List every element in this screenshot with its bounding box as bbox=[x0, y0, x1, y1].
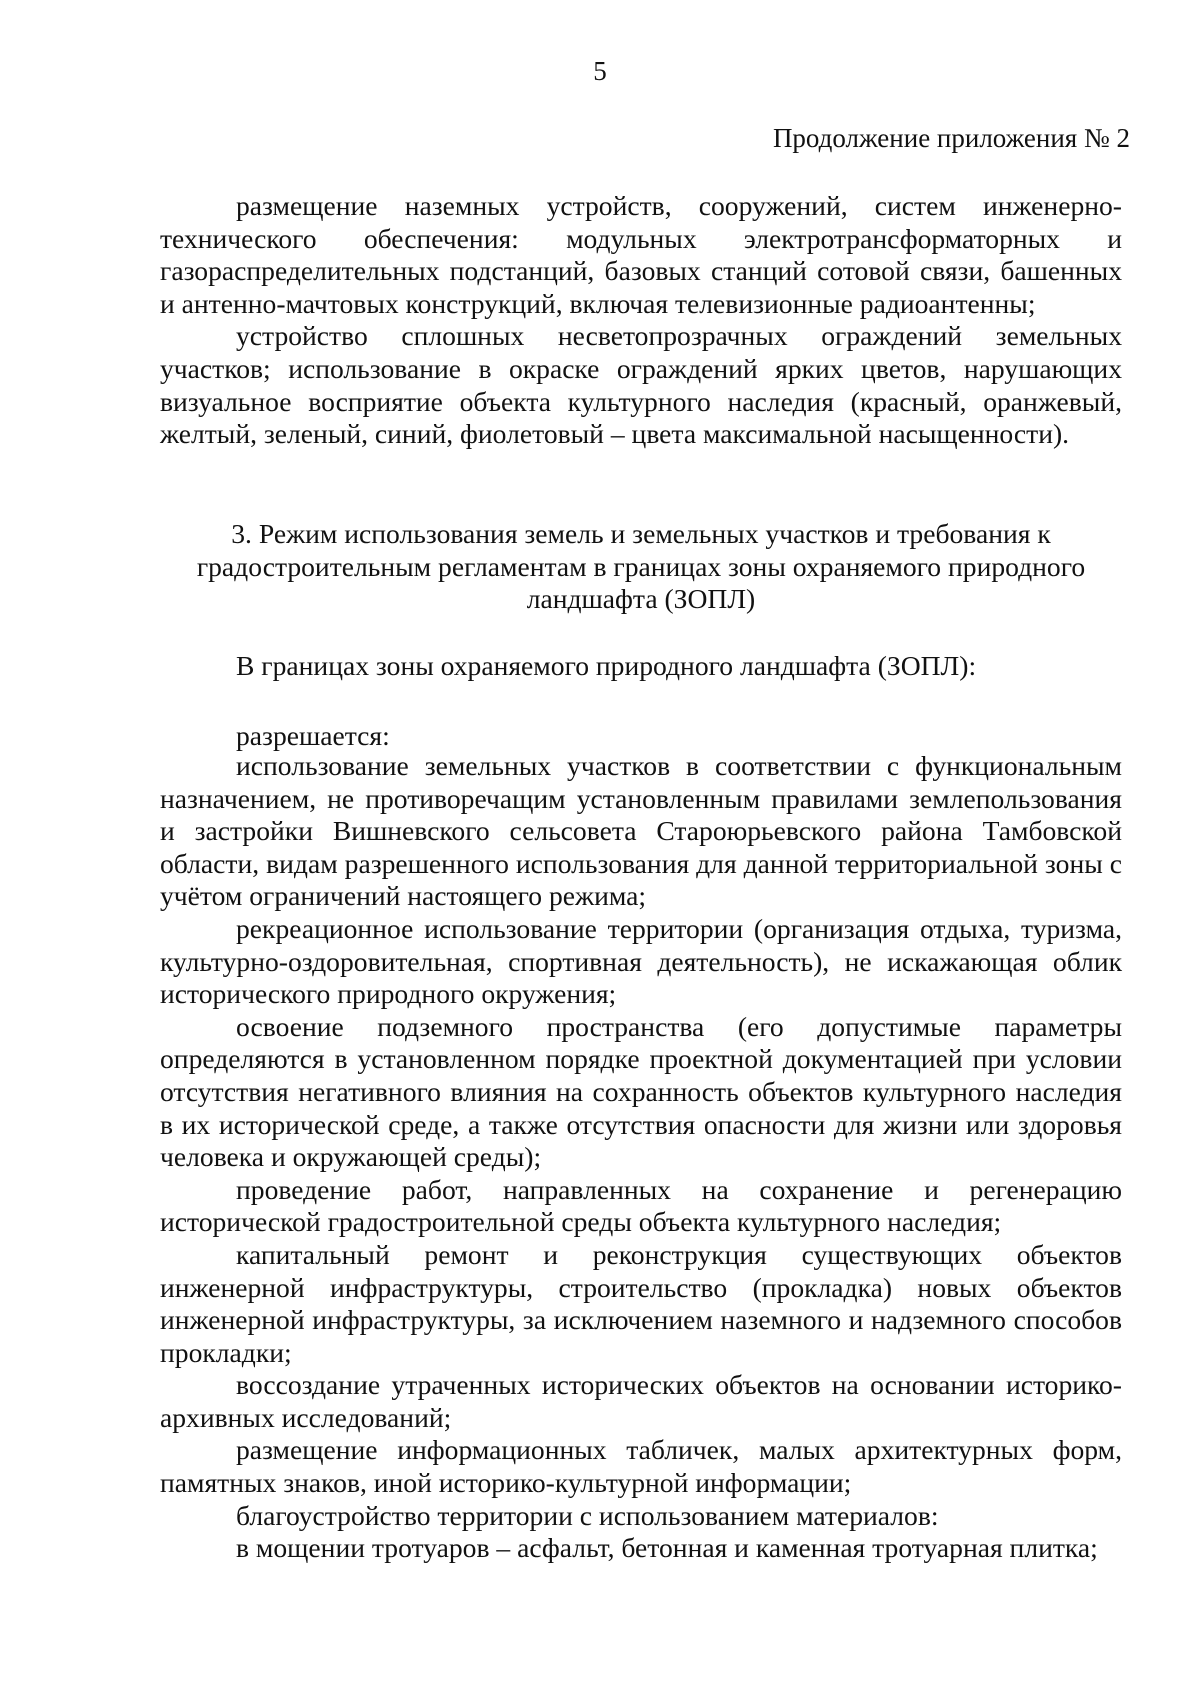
page-number: 5 bbox=[593, 56, 607, 86]
section-heading: 3. Режим использования земель и земельных участков и требования к градостроительным регламентам в границах зоны охраняемого природного ландшафта (ЗОПЛ) bbox=[196, 518, 1086, 615]
list-item: рекреационное использование территории (организация отдыха, туризма, культурно-оздоровительная, спортивная деятельность), не искажающая облик исторического природного окружения; bbox=[160, 912, 1122, 1010]
appendix-continuation-label: Продолжение приложения № 2 bbox=[772, 123, 1130, 153]
list-item: благоустройство территории с использованием материалов: bbox=[236, 1499, 939, 1531]
section-intro: В границах зоны охраняемого природного ландшафта (ЗОПЛ): bbox=[236, 650, 977, 681]
allowed-label: разрешается: bbox=[236, 720, 390, 751]
list-item: проведение работ, направленных на сохранение и регенерацию исторической градостроительной среды объекта культурного наследия; bbox=[160, 1173, 1122, 1238]
list-item: капитальный ремонт и реконструкция существующих объектов инженерной инфраструктуры, строительство (прокладка) новых объектов инженерной инфраструктуры, за исключением наземного и надземного способов прокладки; bbox=[160, 1238, 1122, 1368]
list-item: использование земельных участков в соответствии с функциональным назначением, не противоречащим установленным правилами землепользования и застройки Вишневского сельсовета Староюрьевского района Тамбовской области, видам разрешенного использования для данной территориальной зоны с учётом ограничений настоящего режима; bbox=[160, 750, 1122, 912]
list-item: освоение подземного пространства (его допустимые параметры определяются в установленном порядке проектной документацией при условии отсутствия негативного влияния на сохранность объектов культурного наследия в их исторической среде, а также отсутствия опасности для жизни или здоровья человека и окружающей среды); bbox=[160, 1010, 1122, 1173]
paragraph: размещение наземных устройств, сооружений, систем инженерно-технического обеспечения: модульных электротрансформаторных и газораспределительных подстанций, базовых станций сотовой связи, башенных и антенно-мачтовых конструкций, включая телевизионные радиоантенны; bbox=[160, 190, 1122, 319]
top-text-block bbox=[160, 190, 1122, 451]
paragraph: устройство сплошных несветопрозрачных ограждений земельных участков; использование в окраске ограждений ярких цветов, нарушающих визуальное восприятие объекта культурного наследия (красный, оранжевый, желтый, зеленый, синий, фиолетовый – цвета максимальной насыщенности). bbox=[160, 320, 1122, 450]
list-item: в мощении тротуаров – асфальт, бетонная и каменная тротуарная плитка; bbox=[236, 1532, 1098, 1564]
allowed-list bbox=[160, 750, 1122, 1565]
list-item: размещение информационных табличек, малых архитектурных форм, памятных знаков, иной историко-культурной информации; bbox=[160, 1434, 1122, 1499]
list-item: воссоздание утраченных исторических объектов на основании историко-архивных исследований; bbox=[160, 1369, 1122, 1433]
